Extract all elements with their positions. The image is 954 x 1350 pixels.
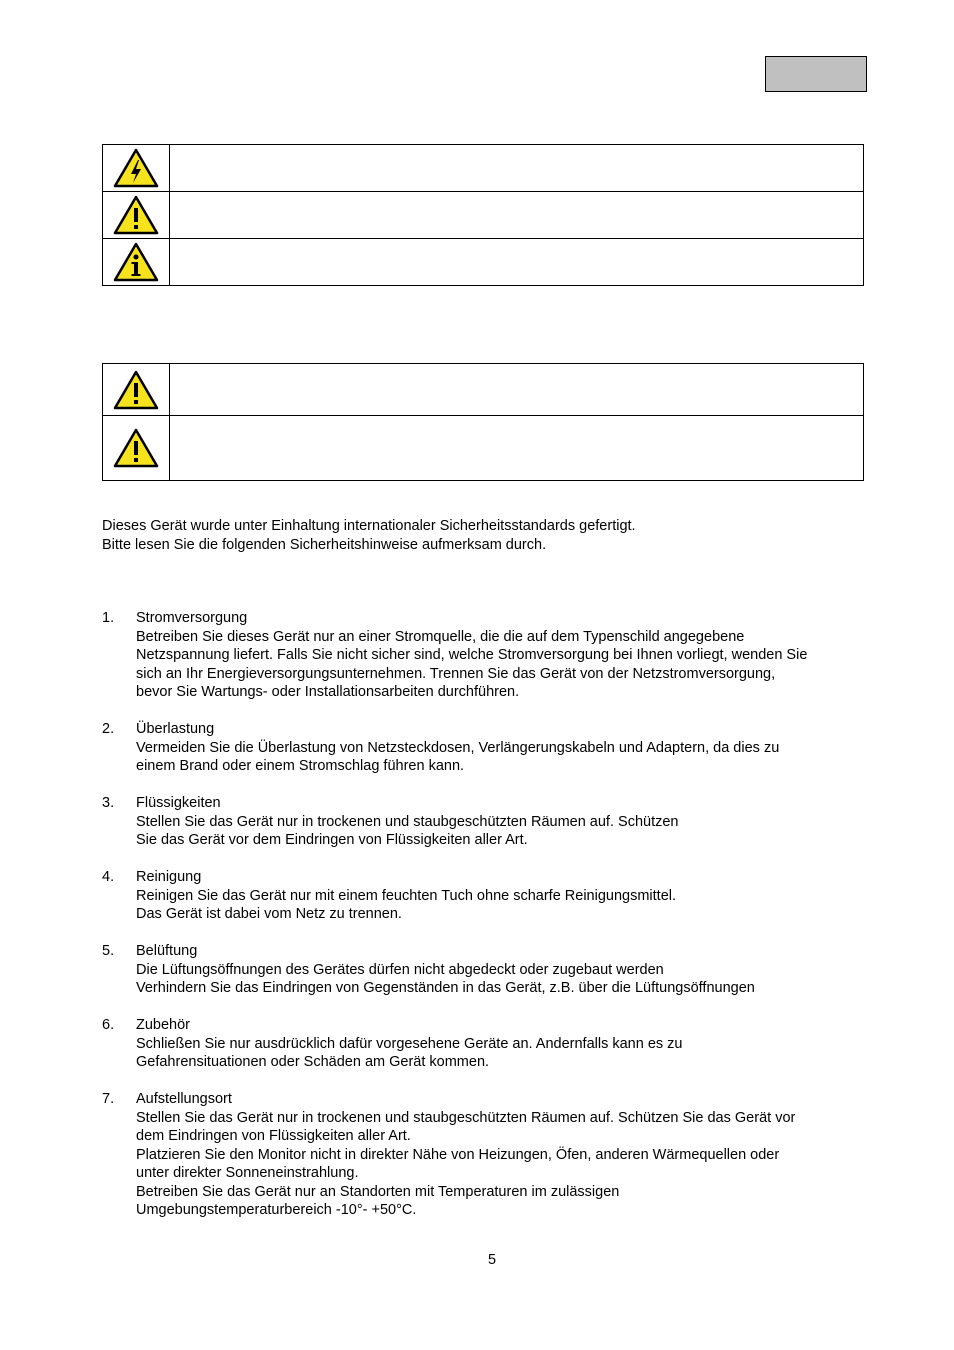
item-text-line: sich an Ihr Energieversorgungsunternehmen. Trennen Sie das Gerät von der Netzstromversorgung, <box>136 665 776 682</box>
item-text-line: Schließen Sie nur ausdrücklich dafür vorgesehene Geräte an. Andernfalls kann es zu <box>136 1035 683 1052</box>
text-cell <box>170 239 864 286</box>
table-row <box>103 364 864 416</box>
item-title: Belüftung <box>136 943 198 959</box>
list-item <box>102 942 892 998</box>
item-text-line: Netzspannung liefert. Falls Sie nicht sicher sind, welche Stromversorgung bei Ihnen vorliegt, wenden Sie <box>136 647 808 663</box>
item-title: Flüssigkeiten <box>136 795 221 811</box>
table-row <box>103 145 864 192</box>
item-number: 1. <box>102 610 115 626</box>
intro-text <box>102 517 636 555</box>
item-text-line: Platzieren Sie den Monitor nicht in direkter Nähe von Heizungen, Öfen, anderen Wärmequellen oder <box>136 1146 780 1163</box>
item-title: Zubehör <box>136 1017 191 1033</box>
item-text-line: einem Brand oder einem Stromschlag führen kann. <box>136 758 465 774</box>
list-item <box>102 720 892 776</box>
list-item <box>102 1090 892 1220</box>
item-title: Reinigung <box>136 869 202 885</box>
table-row <box>103 192 864 239</box>
text-cell <box>170 192 864 239</box>
list-item <box>102 794 892 850</box>
text-cell <box>170 145 864 192</box>
item-text-line: Die Lüftungsöffnungen des Gerätes dürfen nicht abgedeckt oder zugebaut werden <box>136 961 664 978</box>
text-cell <box>170 416 864 481</box>
item-text-line: bevor Sie Wartungs- oder Installationsarbeiten durchführen. <box>136 684 520 700</box>
item-title: Stromversorgung <box>136 610 248 626</box>
item-text-line: Das Gerät ist dabei vom Netz zu trennen. <box>136 906 402 922</box>
list-item <box>102 1016 892 1072</box>
lightning-warning-icon <box>113 148 159 188</box>
item-number: 3. <box>102 795 115 811</box>
item-text-line: Sie das Gerät vor dem Eindringen von Flüssigkeiten aller Art. <box>136 832 528 848</box>
icon-cell <box>103 192 170 239</box>
table-row <box>103 416 864 481</box>
item-text-line: Betreiben Sie dieses Gerät nur an einer Stromquelle, die die auf dem Typenschild angegebene <box>136 628 745 645</box>
item-text-line: Gefahrensituationen oder Schäden am Gerät kommen. <box>136 1054 490 1070</box>
item-number: 4. <box>102 869 115 885</box>
table-row <box>103 239 864 286</box>
item-text-line: Stellen Sie das Gerät nur in trockenen und staubgeschützten Räumen auf. Schützen Sie das Gerät vor <box>136 1109 796 1126</box>
language-tab-box <box>765 56 867 92</box>
text-cell <box>170 364 864 416</box>
exclamation-warning-icon <box>113 428 159 468</box>
intro-line: Dieses Gerät wurde unter Einhaltung internationaler Sicherheitsstandards gefertigt. <box>102 518 636 534</box>
intro-line: Bitte lesen Sie die folgenden Sicherheitshinweise aufmerksam durch. <box>102 537 547 553</box>
item-number: 7. <box>102 1091 115 1107</box>
item-text-line: Vermeiden Sie die Überlastung von Netzsteckdosen, Verlängerungskabeln und Adaptern, da dies zu <box>136 739 780 756</box>
item-text-line: Stellen Sie das Gerät nur in trockenen und staubgeschützten Räumen auf. Schützen <box>136 813 679 830</box>
item-number: 2. <box>102 721 115 737</box>
exclamation-warning-icon <box>113 370 159 410</box>
item-text-line: Verhindern Sie das Eindringen von Gegenständen in das Gerät, z.B. über die Lüftungsöffnungen <box>136 980 755 996</box>
item-text-line: Reinigen Sie das Gerät nur mit einem feuchten Tuch ohne scharfe Reinigungsmittel. <box>136 887 677 904</box>
icon-cell <box>103 145 170 192</box>
item-title: Überlastung <box>136 721 215 737</box>
icon-cell <box>103 416 170 481</box>
warning-notes-table <box>102 363 864 481</box>
icon-cell <box>103 364 170 416</box>
item-number: 6. <box>102 1017 115 1033</box>
item-text-line: dem Eindringen von Flüssigkeiten aller Art. <box>136 1128 411 1144</box>
safety-instructions-list <box>102 609 892 1238</box>
item-text-line: Betreiben Sie das Gerät nur an Standorten mit Temperaturen im zulässigen <box>136 1183 620 1200</box>
symbol-explanation-table <box>102 144 864 286</box>
list-item <box>102 609 892 702</box>
item-text-line: Umgebungstemperaturbereich -10°- +50°C. <box>136 1202 417 1218</box>
exclamation-warning-icon <box>113 195 159 235</box>
item-title: Aufstellungsort <box>136 1091 232 1107</box>
item-number: 5. <box>102 943 115 959</box>
icon-cell <box>103 239 170 286</box>
item-text-line: unter direkter Sonneneinstrahlung. <box>136 1165 359 1181</box>
info-warning-icon <box>113 242 159 282</box>
page-number: 5 <box>487 1252 497 1268</box>
list-item <box>102 868 892 924</box>
